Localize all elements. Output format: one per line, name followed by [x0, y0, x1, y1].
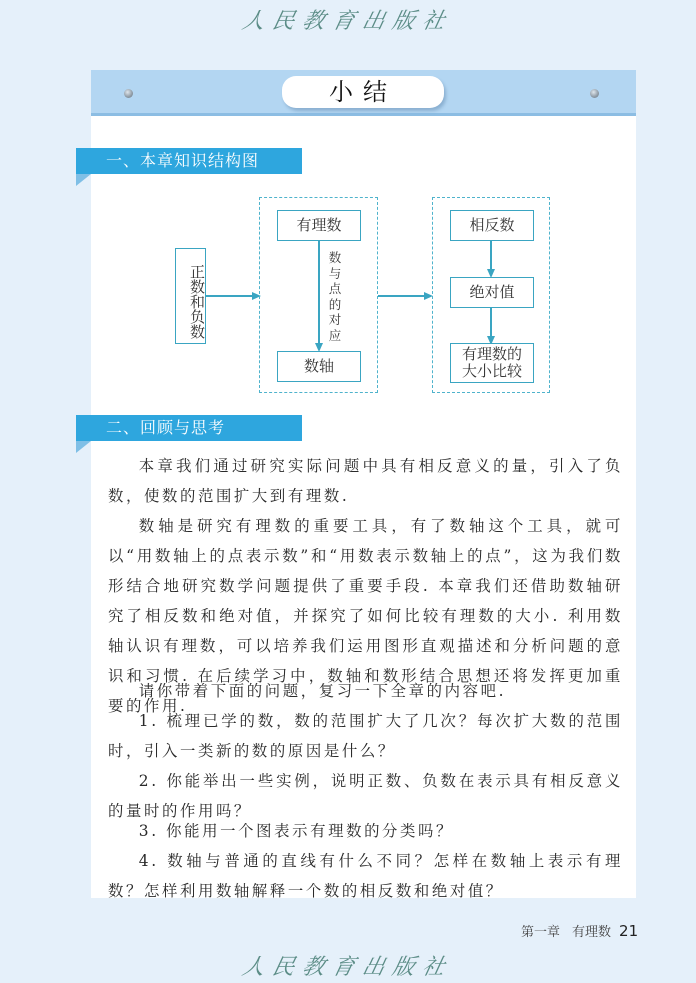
page-number: 21 — [619, 922, 639, 940]
page-title: 小结 — [282, 76, 444, 108]
node-rational-number: 有理数 — [277, 210, 361, 241]
connector-line — [490, 308, 492, 338]
publisher-logo-top: 人民教育出版社 — [239, 9, 456, 34]
question-3: 3. 你能用一个图表示有理数的分类吗？ — [138, 822, 455, 840]
publisher-logo-bottom: 人民教育出版社 — [239, 955, 456, 980]
node-label-line: 有理数的 — [461, 345, 522, 363]
node-positive-negative: 正数和负数 — [175, 248, 206, 344]
question-4: 4. 数轴与普通的直线有什么不同？怎样在数轴上表示有理数？怎样利用数轴解释一个数的相反数和绝对值？ — [108, 852, 623, 900]
footer-chapter: 第一章 — [521, 925, 561, 940]
question-2: 2. 你能举出一些实例，说明正数、负数在表示具有相反意义的量时的作用吗？ — [108, 772, 623, 820]
rivet-icon — [124, 89, 133, 98]
connector-line — [378, 295, 426, 297]
section-heading-label: 二、回顾与思考 — [106, 418, 226, 437]
paragraph-intro: 本章我们通过研究实际问题中具有相反意义的量，引入了负数，使数的范围扩大到有理数. — [108, 457, 623, 505]
node-compare-rational-numbers — [450, 343, 534, 383]
ribbon-fold — [76, 174, 91, 186]
card-header-band — [91, 70, 636, 116]
node-absolute-value: 绝对值 — [450, 277, 534, 308]
connector-line — [490, 241, 492, 271]
node-label-line: 大小比较 — [461, 362, 522, 380]
node-opposite-number: 相反数 — [450, 210, 534, 241]
page-footer — [521, 921, 638, 940]
section-heading-review — [76, 415, 302, 441]
section-heading-label: 一、本章知识结构图 — [106, 151, 260, 170]
footer-chapter-title: 有理数 — [572, 925, 612, 940]
rivet-icon — [590, 89, 599, 98]
node-number-axis: 数轴 — [277, 351, 361, 382]
paragraph-number-axis: 数轴是研究有理数的重要工具，有了数轴这个工具，就可以“用数轴上的点表示数”和“用数表示数轴上的点”，这为我们数形结合地研究数学问题提供了重要手段. 本章我们还借助数轴研究了相反数和绝对值，并探究了如何比较有理数的大小. 利用数轴认识有理数，可以培养我们运用图形直观描述和分析问题的意识和习惯. 在后续学习中，数轴和数形结合思想还将发挥更加重要的作用. — [108, 517, 623, 715]
connector-line — [206, 295, 254, 297]
connector-line — [318, 241, 320, 344]
question-1: 1. 梳理已学的数，数的范围扩大了几次？每次扩大数的范围时，引入一类新的数的原因是什么？ — [108, 712, 623, 760]
edge-label-number-point-correspondence: 数与点的对应 — [328, 250, 342, 343]
paragraph-review-prompt: 请你带着下面的问题，复习一下全章的内容吧. — [138, 682, 507, 700]
section-heading-structure — [76, 148, 302, 174]
ribbon-fold — [76, 441, 91, 453]
